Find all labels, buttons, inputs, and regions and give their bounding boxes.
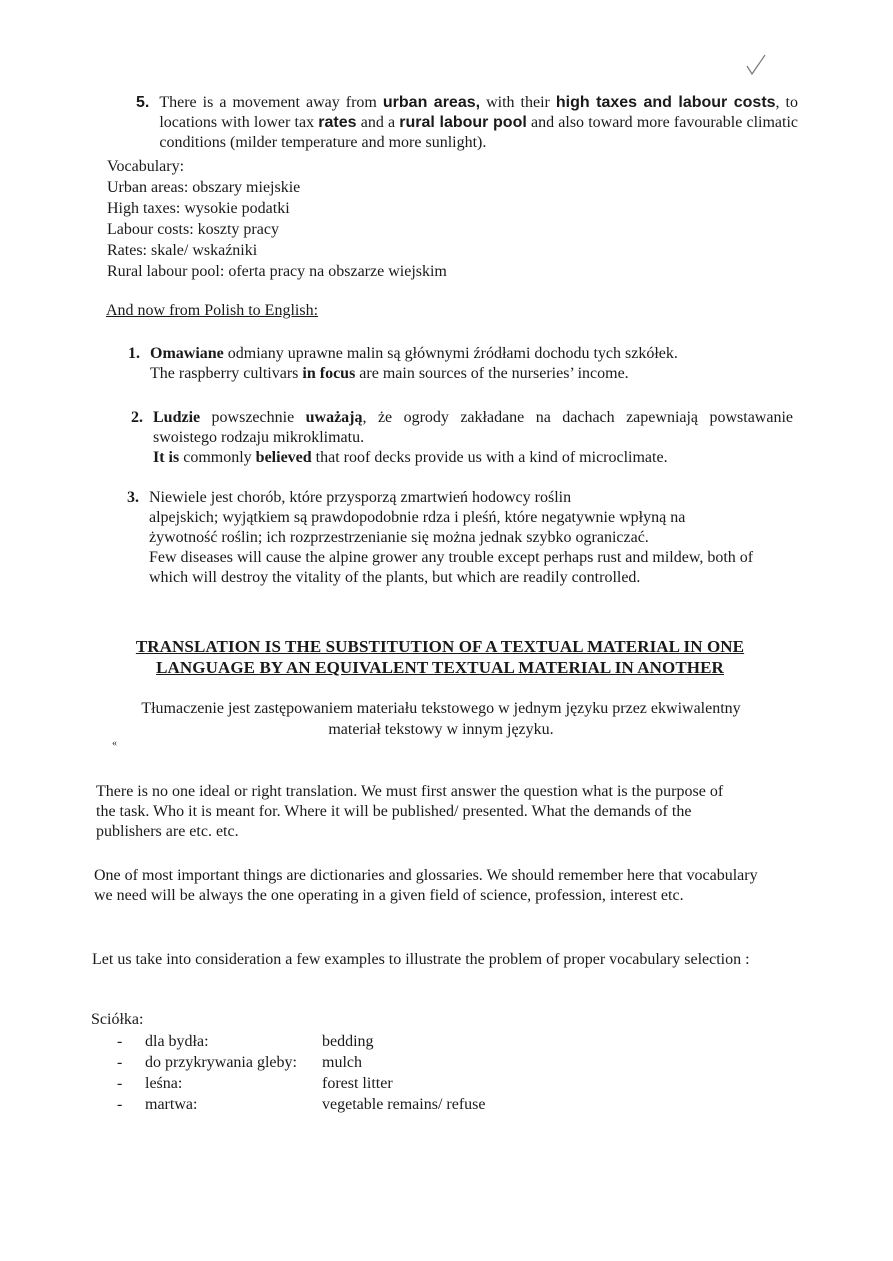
vocabulary-block <box>107 156 447 282</box>
item-5-number: 5. <box>136 94 150 111</box>
list-item-english: bedding <box>322 1033 374 1050</box>
sciolka-title: Sciółka: <box>91 1011 144 1028</box>
vocabulary-item: Rates: skale/ wskaźniki <box>107 242 258 259</box>
vocabulary-item: High taxes: wysokie podatki <box>107 200 290 217</box>
paragraph: Let us take into consideration a few examples to illustrate the problem of proper vocabulary selection : <box>92 951 750 968</box>
item-5 <box>136 93 798 153</box>
item-5-text: There is a movement away from urban areas, with their high taxes and labour costs, to locations with lower tax rates and a rural labour pool and also toward more favourable climatic conditions (milder temperature and more sunlight). <box>159 94 799 151</box>
list-item-polish: dla bydła: <box>145 1033 209 1050</box>
list-item: - do przykrywania gleby: mulch <box>117 1053 485 1074</box>
example-1-polish: Omawiane odmiany uprawne malin są głównymi źródłami dochodu tych szkółek. <box>150 345 678 362</box>
example-3-number: 3. <box>127 489 139 506</box>
definition-heading: TRANSLATION IS THE SUBSTITUTION OF A TEXTUAL MATERIAL IN ONE LANGUAGE BY AN EQUIVALENT TEXTUAL MATERIAL IN ANOTHER <box>135 637 745 677</box>
polish-to-english-heading: And now from Polish to English: <box>106 302 319 319</box>
vocabulary-item: Labour costs: koszty pracy <box>107 221 279 238</box>
example-2-english: It is commonly believed that roof decks provide us with a kind of microclimate. <box>153 449 668 466</box>
list-item: - dla bydła: bedding <box>117 1032 485 1053</box>
example-1-english: The raspberry cultivars in focus are main sources of the nurseries’ income. <box>150 365 629 382</box>
list-item: - martwa: vegetable remains/ refuse <box>117 1095 485 1116</box>
paragraph: There is no one ideal or right translation. We must first answer the question what is the purpose of the task. Who it is meant for. Where it will be published/ presented. What the demands of the publishers are etc. etc. <box>96 783 724 840</box>
list-item-polish: do przykrywania gleby: <box>145 1054 297 1071</box>
list-item-english: mulch <box>322 1054 362 1071</box>
list-item-polish: martwa: <box>145 1096 198 1113</box>
vocabulary-item: Rural labour pool: oferta pracy na obszarze wiejskim <box>107 263 447 280</box>
pen-check-mark <box>744 52 768 78</box>
list-item-polish: leśna: <box>145 1075 183 1092</box>
definition-polish <box>96 698 786 740</box>
definition-polish-line: Tłumaczenie jest zastępowaniem materiału tekstowego w jednym języku przez ekwiwalentny <box>141 700 741 717</box>
list-item-english: vegetable remains/ refuse <box>322 1096 486 1113</box>
paragraph: One of most important things are dictionaries and glossaries. We should remember here that vocabulary we need will be always the one operating in a given field of science, profession, interest etc. <box>94 867 758 904</box>
example-2-number: 2. <box>131 409 143 426</box>
example-2 <box>131 408 793 468</box>
vocabulary-item: Urban areas: obszary miejskie <box>107 179 301 196</box>
example-3-english: Few diseases will cause the alpine grower any trouble except perhaps rust and mildew, both of which will destroy the vitality of the plants, but which are readily controlled. <box>149 549 754 586</box>
example-3-polish-line: Niewiele jest chorób, które przysporzą zmartwień hodowcy roślin <box>149 489 572 506</box>
example-2-polish: Ludzie powszechnie uważają, że ogrody zakładane na dachach zapewniają powstawanie swoistego rodzaju mikroklimatu. <box>153 409 793 446</box>
sciolka-block <box>91 1010 485 1116</box>
vocabulary-title: Vocabulary: <box>107 158 185 175</box>
example-3-polish-line: alpejskich; wyjątkiem są prawdopodobnie rdza i pleśń, które negatywnie wpłyną na <box>149 509 686 526</box>
example-1-number: 1. <box>128 345 140 362</box>
list-item: - leśna: forest litter <box>117 1074 485 1095</box>
definition-polish-line: materiał tekstowy w innym języku. <box>328 721 554 738</box>
example-1 <box>128 344 768 384</box>
example-3 <box>127 488 787 588</box>
list-item-english: forest litter <box>322 1075 393 1092</box>
example-3-polish-line: żywotność roślin; ich rozprzestrzenianie się można jednak szybko ograniczać. <box>149 529 649 546</box>
stray-mark: « <box>112 738 117 749</box>
